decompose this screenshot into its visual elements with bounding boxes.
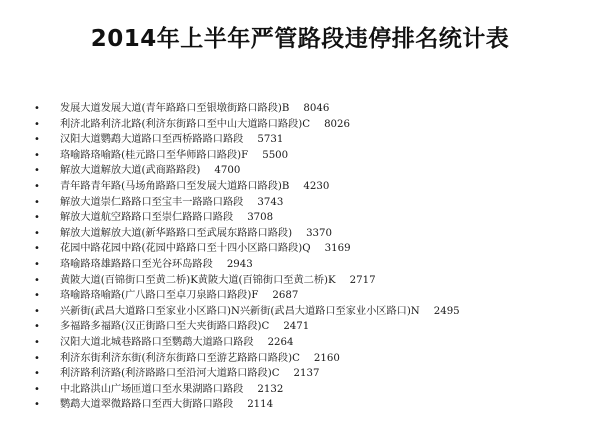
violation-count: 2495 <box>433 305 460 317</box>
bullet-icon: • <box>34 103 40 114</box>
road-segment-name: 兴新街(武昌大道路口至家业小区路口)N兴新街(武昌大道路口至家业小区路口)N <box>60 305 420 317</box>
bullet-icon: • <box>34 258 40 270</box>
violation-count: 5731 <box>257 134 284 146</box>
list-item <box>34 319 460 335</box>
list-item <box>34 210 460 226</box>
violation-count: 2264 <box>267 336 294 348</box>
road-segment-name: 解放大道崇仁路路口至宝丰一路路口路段 <box>60 196 244 208</box>
violation-count: 2132 <box>257 383 284 395</box>
road-segment-name: 青年路青年路(马场角路路口至发展大道路口路段)B <box>60 180 290 192</box>
list-item <box>34 335 460 351</box>
road-segment-name: 黄陂大道(百锦街口至黄二桥)K黄陂大道(百锦街口至黄二桥)K <box>60 274 336 286</box>
list-item <box>34 288 460 304</box>
violation-count: 2471 <box>283 321 310 333</box>
bullet-icon: • <box>34 383 40 395</box>
list-item <box>34 148 460 164</box>
road-segment-name: 多福路多福路(汉正街路口至大夹街路口路段)C <box>60 321 270 333</box>
road-segment-name: 珞喻路珞雄路路口至光谷环岛路段 <box>60 258 213 270</box>
road-segment-name: 解放大道航空路路口至崇仁路路口路段 <box>60 212 234 224</box>
list-item <box>34 351 460 367</box>
violation-count: 3743 <box>257 196 284 208</box>
road-segment-name: 汉阳大道北城巷路路口至鹦鹉大道路口路段 <box>60 336 254 348</box>
road-segment-name: 解放大道解放大道(武商路路段) <box>60 165 201 177</box>
bullet-icon: • <box>34 321 40 333</box>
violation-count: 3370 <box>306 227 333 239</box>
violation-count: 4700 <box>214 165 241 177</box>
list-item <box>34 101 460 117</box>
road-segment-name: 珞喻路珞喻路(桂元路口至华师路口路段)F <box>60 149 249 161</box>
bullet-icon: • <box>34 274 40 286</box>
bullet-icon: • <box>34 368 40 380</box>
bullet-icon: • <box>34 149 40 161</box>
violation-count: 8026 <box>324 118 350 130</box>
list-item <box>34 226 460 242</box>
violation-count: 2687 <box>272 290 299 302</box>
road-segment-name: 珞喻路珞喻路(广八路口至卓刀泉路口路段)F <box>60 290 259 302</box>
bullet-icon: • <box>34 196 40 208</box>
road-segment-name: 花园中路花园中路(花园中路路口至十四小区路口路段)Q <box>60 243 311 255</box>
bullet-icon: • <box>34 165 40 177</box>
bullet-icon: • <box>34 305 40 317</box>
list-item <box>34 179 460 195</box>
list-item <box>34 241 460 257</box>
page-title: 2014年上半年严管路段违停排名统计表 <box>90 26 510 52</box>
list-item <box>34 397 460 413</box>
road-segment-name: 中北路洪山广场匝道口至水果湖路口路段 <box>60 383 244 395</box>
violation-count: 8046 <box>303 103 330 114</box>
road-segment-name: 汉阳大道鹦鹉大道路口至西桥路路口路段 <box>60 134 244 146</box>
road-segment-name: 利济路利济路(利济路路口至沿河大道路口路段)C <box>60 368 280 380</box>
list-item <box>34 195 460 211</box>
violation-count: 2943 <box>226 258 253 270</box>
bullet-icon: • <box>34 336 40 348</box>
bullet-icon: • <box>34 399 40 411</box>
list-item <box>34 273 460 289</box>
list-item <box>34 132 460 148</box>
list-item <box>34 366 460 382</box>
bullet-icon: • <box>34 134 40 146</box>
bullet-icon: • <box>34 118 40 130</box>
list-item <box>34 117 460 133</box>
road-segment-name: 鹦鹉大道翠微路路口至西大街路口路段 <box>60 399 234 411</box>
bullet-icon: • <box>34 290 40 302</box>
road-segment-name: 利济东街利济东街(利济东街路口至游艺路路口路段)C <box>60 352 300 364</box>
ranking-list <box>34 101 460 413</box>
road-segment-name: 发展大道发展大道(青年路路口至银墩街路口路段)B <box>60 103 290 114</box>
bullet-icon: • <box>34 212 40 224</box>
list-item <box>34 382 460 398</box>
violation-count: 5500 <box>262 149 289 161</box>
list-item <box>34 304 460 320</box>
violation-count: 2160 <box>313 352 340 364</box>
violation-count: 3169 <box>324 243 351 255</box>
violation-count: 2717 <box>349 274 376 286</box>
list-item <box>34 163 460 179</box>
violation-count: 3708 <box>247 212 274 224</box>
bullet-icon: • <box>34 227 40 239</box>
bullet-icon: • <box>34 352 40 364</box>
road-segment-name: 利济北路利济北路(利济东街路口至中山大道路口路段)C <box>60 118 311 130</box>
bullet-icon: • <box>34 180 40 192</box>
violation-count: 2137 <box>293 368 320 380</box>
road-segment-name: 解放大道解放大道(新华路路口至武展东路路口路段) <box>60 227 293 239</box>
violation-count: 4230 <box>303 180 330 192</box>
bullet-icon: • <box>34 243 40 255</box>
violation-count: 2114 <box>247 399 274 411</box>
list-item <box>34 257 460 273</box>
